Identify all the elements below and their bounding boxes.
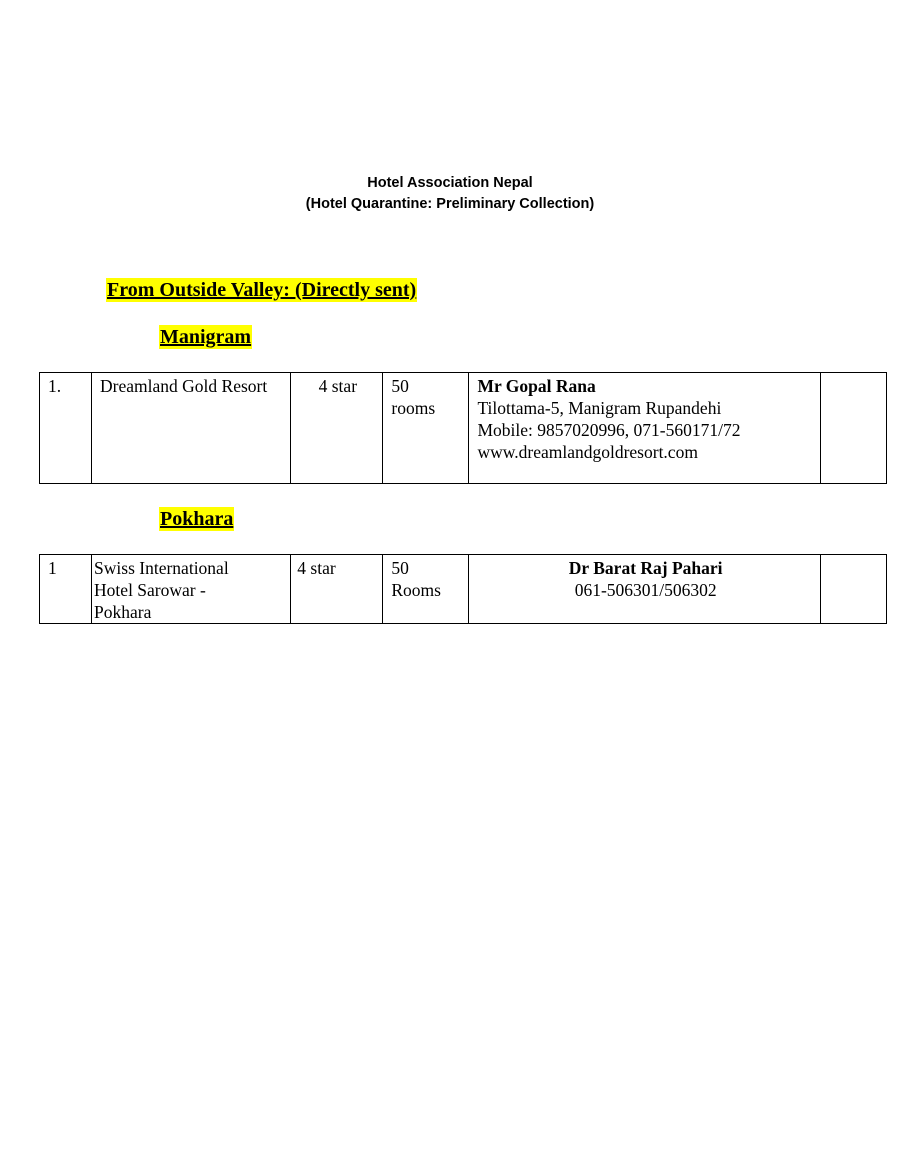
section-heading-outside-valley: From Outside Valley: (Directly sent) (107, 279, 417, 301)
contact-name: Mr Gopal Rana (477, 376, 596, 396)
star-rating-cell: 4 star (291, 555, 383, 624)
contact-cell (469, 555, 820, 624)
rooms-count: 50 (391, 558, 409, 578)
hotel-name-cell (92, 555, 291, 624)
hotel-name-cell: Dreamland Gold Resort (92, 373, 291, 484)
subheading-pokhara: Pokhara (160, 508, 234, 530)
contact-phone: 061-506301/506302 (574, 580, 717, 600)
rooms-cell (383, 373, 469, 484)
subheading-manigram: Manigram (160, 326, 252, 348)
serial-number-cell: 1. (40, 373, 92, 484)
hotel-name-line-1: Swiss International (94, 558, 229, 578)
document-header (0, 173, 900, 215)
contact-website: www.dreamlandgoldresort.com (477, 442, 698, 462)
contact-name: Dr Barat Raj Pahari (568, 558, 723, 578)
pokhara-hotel-table (39, 554, 887, 624)
rooms-unit: Rooms (391, 580, 441, 600)
table-row (40, 373, 887, 484)
manigram-hotel-table (39, 372, 887, 484)
rooms-cell (383, 555, 469, 624)
hotel-name-line-2: Hotel Sarowar - (94, 580, 206, 600)
hotel-name-line-3: Pokhara (94, 602, 152, 622)
contact-address: Tilottama-5, Manigram Rupandehi (477, 398, 722, 418)
star-rating-cell: 4 star (291, 373, 383, 484)
document-title: Hotel Association Nepal (367, 175, 533, 191)
rooms-count: 50 (391, 376, 409, 396)
empty-cell (820, 373, 886, 484)
table-row (40, 555, 887, 624)
empty-cell (820, 555, 886, 624)
document-subtitle: (Hotel Quarantine: Preliminary Collection) (305, 196, 595, 212)
contact-cell (469, 373, 820, 484)
contact-mobile: Mobile: 9857020996, 071-560171/72 (477, 420, 741, 440)
rooms-unit: rooms (391, 398, 436, 418)
serial-number-cell: 1 (40, 555, 92, 624)
